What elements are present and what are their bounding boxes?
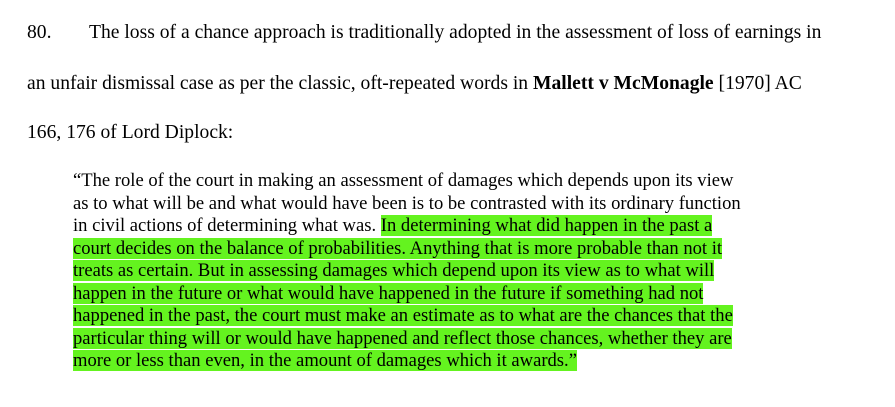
highlight-line-8: particular thing will or would have happened and reflect those chances, whether they are [73, 327, 732, 349]
case-name: Mallett v McMonagle [533, 73, 714, 94]
quote-line-8 [73, 328, 818, 351]
quote-line-6 [73, 283, 818, 306]
quote-line-2: as to what will be and what would have been is to be contrasted with its ordinary function [73, 192, 741, 214]
paragraph-line-1-text: The loss of a chance approach is traditionally adopted in the assessment of loss of earnings in [89, 22, 822, 43]
paragraph-line-1 [27, 21, 821, 45]
paragraph-line-2 [27, 72, 802, 96]
quote-line-4 [73, 238, 818, 261]
quote-line-9 [73, 350, 818, 373]
quote-line-5 [73, 260, 818, 283]
highlight-line-5: treats as certain. But in assessing damages which depend upon its view as to what will [73, 260, 715, 281]
highlight-line-7: happened in the past, the court must make an estimate as to what are the chances that the [73, 305, 733, 326]
block-quote [73, 170, 818, 373]
paragraph-number: 80. [27, 22, 52, 43]
paragraph-line-2-after: [1970] AC [713, 73, 802, 94]
quote-line-1: “The role of the court in making an assessment of damages which depends upon its view [73, 170, 734, 191]
paragraph-line-3-text: 166, 176 of Lord Diplock: [27, 122, 234, 143]
quote-line-3-plain: in civil actions of determining what was. [73, 215, 381, 236]
paragraph-line-2-before: an unfair dismissal case as per the classic, oft-repeated words in [27, 73, 533, 94]
quote-line-7 [73, 305, 818, 328]
highlight-line-6: happen in the future or what would have happened in the future if something had not [73, 282, 704, 304]
highlight-line-9: more or less than even, in the amount of damages which it awards.” [73, 350, 577, 371]
quote-line-3 [73, 215, 818, 238]
paragraph-line-3 [27, 121, 233, 145]
highlight-line-4: court decides on the balance of probabilities. Anything that is more probable than not it [73, 237, 723, 259]
highlight-line-3: In determining what did happen in the past a [380, 215, 713, 236]
